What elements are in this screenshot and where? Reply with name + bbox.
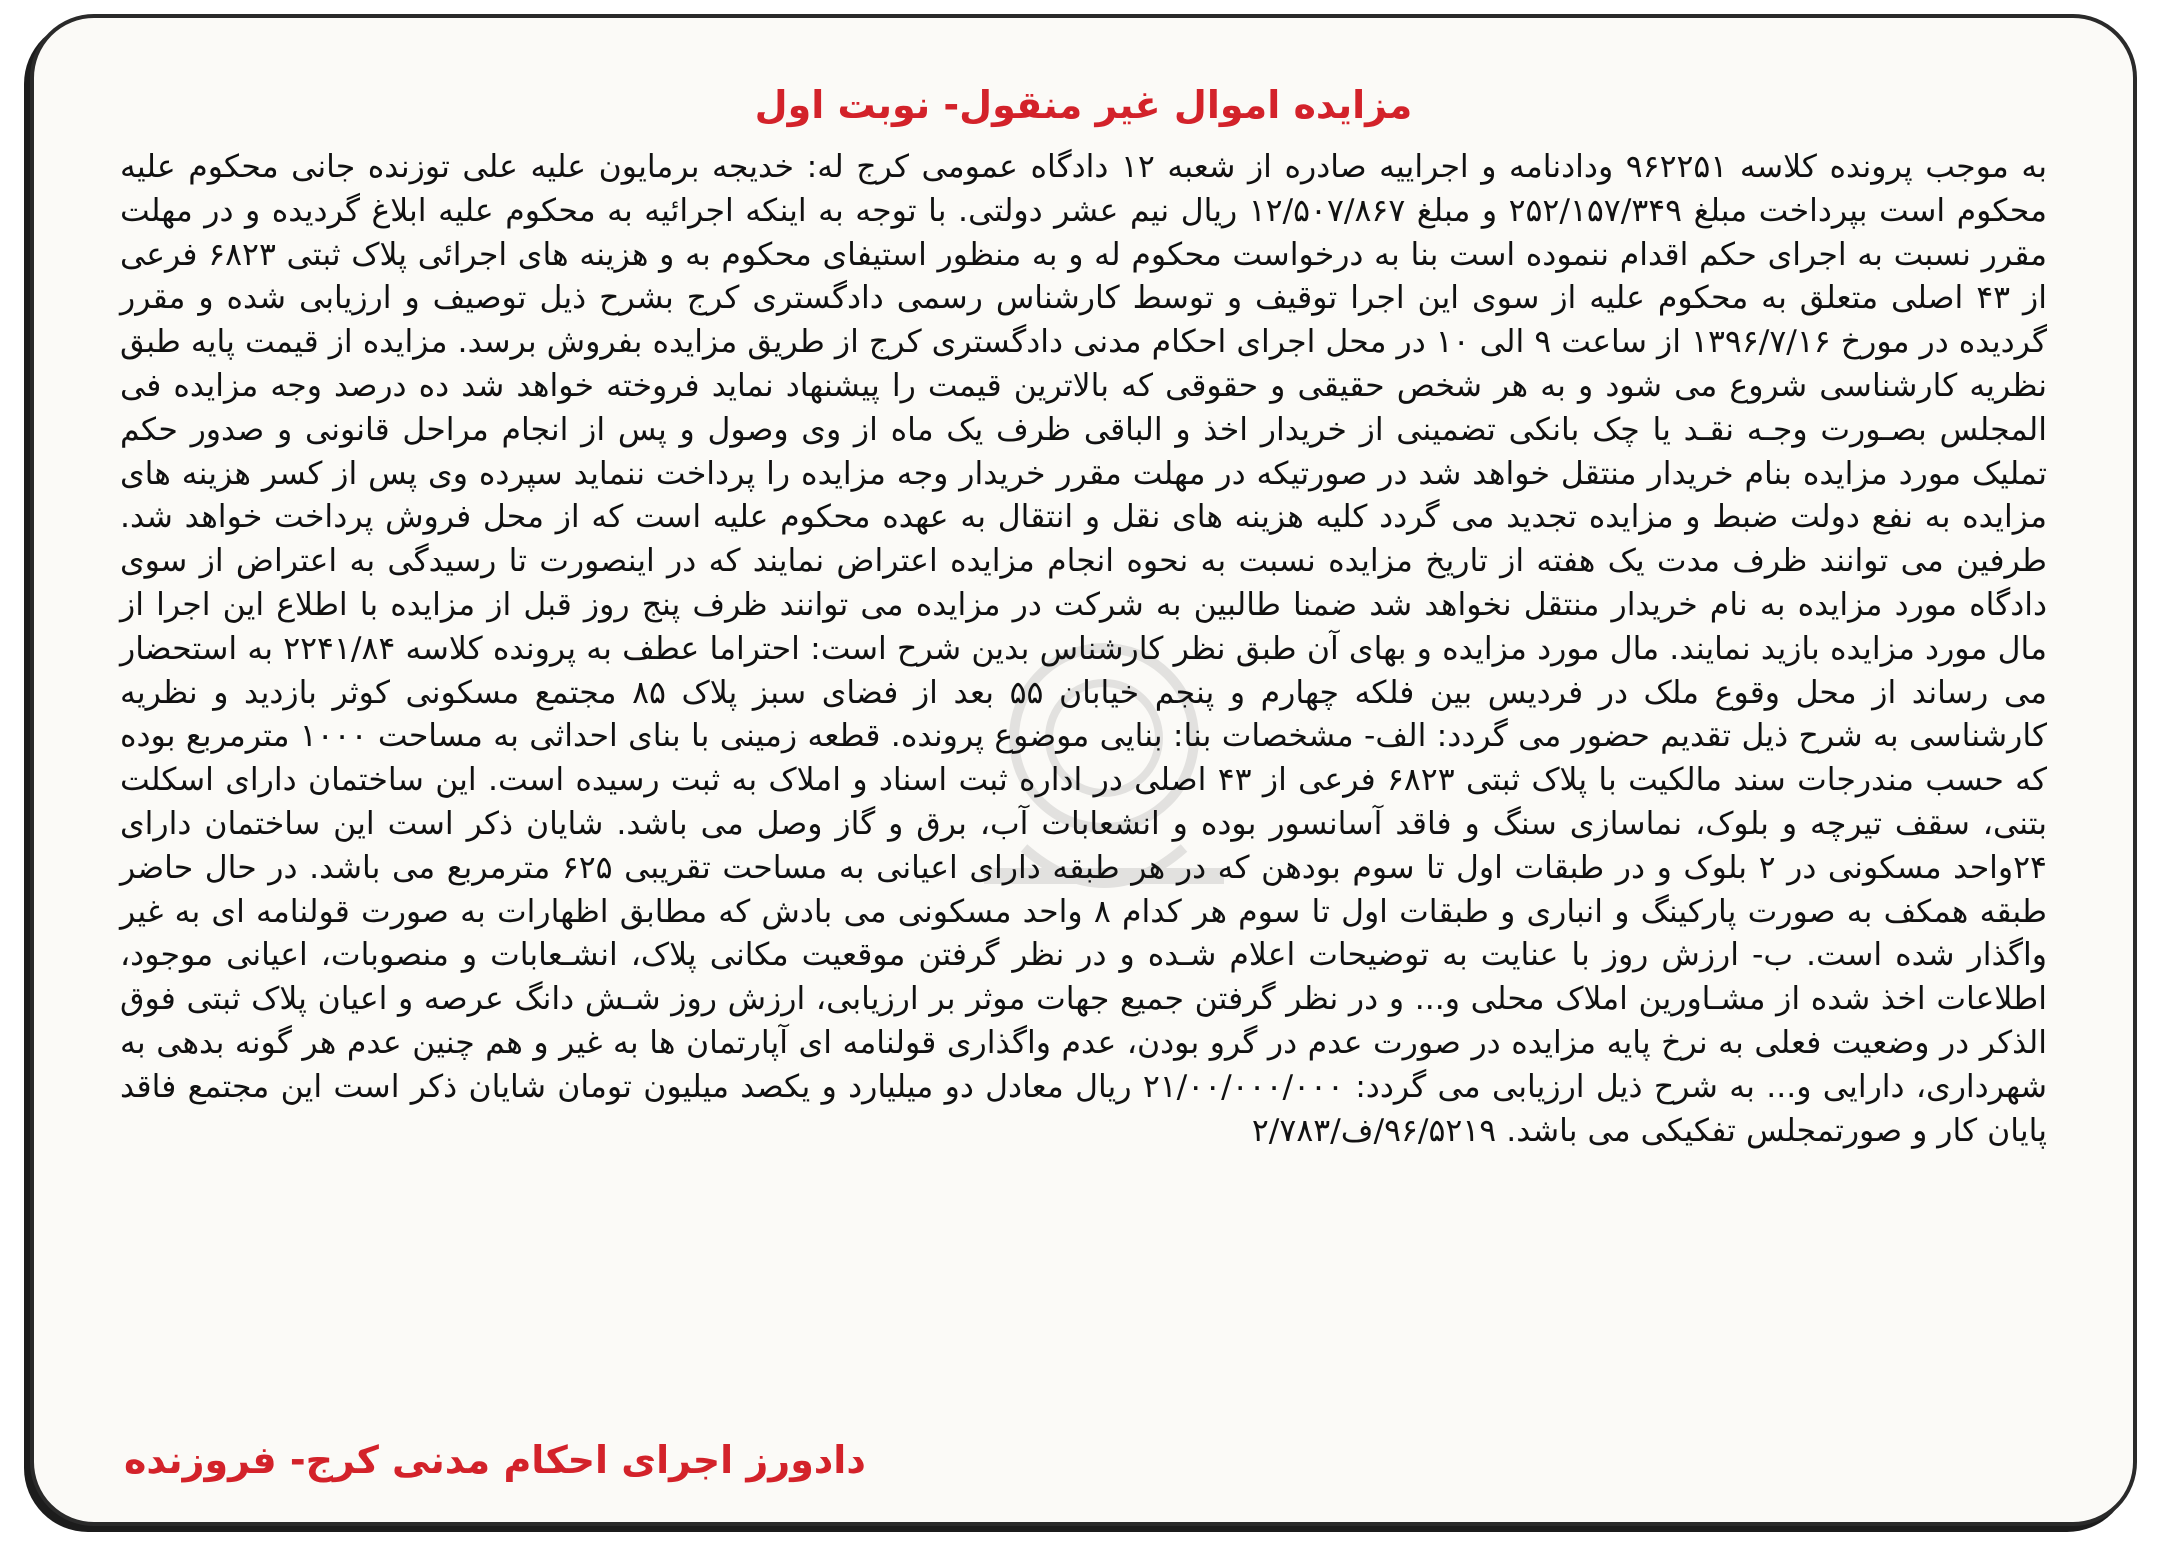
notice-card xyxy=(30,14,2137,1526)
notice-signature: دادورز اجرای احکام مدنی کرج- فروزنده xyxy=(124,1438,866,1482)
notice-body: به موجب پرونده کلاسه ۹۶۲۲۵۱ ودادنامه و اجراییه صادره از شعبه ۱۲ دادگاه عمومی کرج له: خدیجه برمایون علیه علی توزنده جانی محکوم علیه محکوم است بپرداخت مبلغ ۲۵۲/۱۵۷/۳۴۹ و مبلغ ۱۲/۵۰۷/۸۶۷ ریال نیم عشر دولتی. با توجه به اینکه اجرائیه به محکوم علیه ابلاغ گردیده و در مهلت مقرر نسبت به اجرای حکم اقدام ننموده است بنا به درخواست محکوم له و به منظور استیفای محکوم به و هزینه های اجرائی پلاک ثبتی ۶۸۲۳ فرعی از ۴۳ اصلی متعلق به محکوم علیه از سوی این اجرا توقیف و توسط کارشناس رسمی دادگستری کرج بشرح ذیل توصیف و ارزیابی شده و مقرر گردیده در مورخ ۱۳۹۶/۷/۱۶ از ساعت ۹ الی ۱۰ در محل اجرای احکام مدنی دادگستری کرج از طریق مزایده بفروش برسد. مزایده از قیمت پایه طبق نظریه کارشناسی شروع می شود و به هر شخص حقیقی و حقوقی که بالاترین قیمت را پیشنهاد نماید فروخته خواهد شد ده درصد وجه مزایده فی المجلس بصـورت وجـه نقـد یا چک بانکی تضمینی از خریدار اخذ و الباقی ظرف یک ماه از وی وصول و پس از انجام مراحل قانونی و صدور حکم تملیک مورد مزایده بنام خریدار منتقل خواهد شد در صورتیکه در مهلت مقرر خریدار وجه مزایده را پرداخت ننماید سپرده وی پس از کسر هزینه های مزایده به نفع دولت ضبط و مزایده تجدید می گردد کلیه هزینه های نقل و انتقال به عهده محکوم علیه است که از محل فروش پرداخت خواهد شد. طرفین می توانند ظرف مدت یک هفته از تاریخ مزایده نسبت به نحوه انجام مزایده اعتراض نمایند که در اینصورت تا رسیدگی به اعتراض از سوی دادگاه مورد مزایده به نام خریدار منتقل نخواهد شد ضمنا طالبین به شرکت در مزایده می توانند ظرف پنج روز قبل از مزایده با اطلاع این اجرا از مال مورد مزایده بازید نمایند. مال مورد مزایده و بهای آن طبق نظر کارشناس بدین شرح است: احتراما عطف به پرونده کلاسه ۲۲۴۱/۸۴ به استحضار می رساند از محل وقوع ملک در فردیس بین فلکه چهارم و پنجم خیابان ۵۵ بعد از فضای سبز پلاک ۸۵ مجتمع مسکونی کوثر بازدید و نظریه کارشناسی به شرح ذیل تقدیم حضور می گردد: الف- مشخصات بنا: بنایی موضوع پرونده. قطعه زمینی با بنای احداثی به مساحت ۱۰۰۰ مترمربع بوده که حسب مندرجات سند مالکیت با پلاک ثبتی ۶۸۲۳ فرعی از ۴۳ اصلی در اداره ثبت اسناد و املاک به ثبت رسیده است. این ساختمان دارای اسکلت بتنی، سقف تیرچه و بلوک، نماسازی سنگ و فاقد آسانسور بوده و انشعابات آب، برق و گاز وصل می باشد. شایان ذکر است این ساختمان دارای ۲۴واحد مسکونی در ۲ بلوک و در طبقات اول تا سوم بودهن که در هر طبقه دارای اعیانی به مساحت تقریبی ۶۲۵ مترمربع می باشد. در حال حاضر طبقه همکف به صورت پارکینگ و انباری و طبقات اول تا سوم هر کدام ۸ واحد مسکونی می بادش که مطابق اظهارات به صورت قولنامه ای به غیر واگذار شده است. ب- ارزش روز با عنایت به توضیحات اعلام شـده و در نظر گرفتن موقعیت مکانی پلاک، انشـعابات و منصوبات، اعیانی موجود، اطلاعات اخذ شده از مشـاورین املاک محلی و... و در نظر گرفتن جمیع جهات موثر بر ارزیابی، ارزش روز شـش دانگ عرصه و اعیان پلاک ثبتی فوق الذکر در وضعیت فعلی به نرخ پایه مزایده در صورت عدم در گرو بودن، عدم واگذاری قولنامه ای آپارتمان ها به غیر و هم چنین عدم هر گونه بدهی به شهرداری، دارایی و... به شرح ذیل ارزیابی می گردد: ۲۱/۰۰/۰۰۰/۰۰۰ ریال معادل دو میلیارد و یکصد میلیون تومان شایان ذکر است این مجتمع فاقد پایان کار و صورتمجلس تفکیکی می باشد. ۹۶/۵۲۱۹/ف/۲/۷۸۳ xyxy=(120,149,2048,1149)
notice-title: مزایده اموال غیر منقول- نوبت اول xyxy=(754,83,1413,127)
